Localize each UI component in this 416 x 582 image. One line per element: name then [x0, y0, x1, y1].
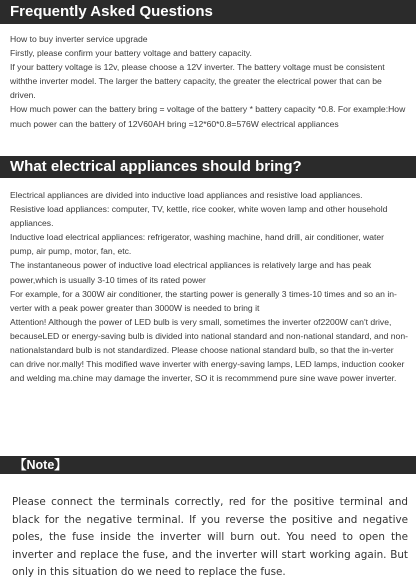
electrical-paragraph: Inductive load electrical appliances: refrigerator, washing machine, hand drill, air conditioner, water pump, air pump, motor, fan, etc.: [10, 232, 385, 257]
electrical-paragraph: Electrical appliances are divided into inductive load appliances and resistive load appliances.: [10, 190, 363, 200]
electrical-title: What electrical appliances should bring?: [10, 158, 302, 175]
faq-body: [10, 32, 408, 131]
electrical-paragraph: Resistive load appliances: computer, TV, kettle, rice cooker, white woven lamp and other household appliances.: [10, 204, 388, 229]
faq-paragraph: How to buy inverter service upgrade: [10, 34, 148, 44]
note-title: 【Note】: [14, 458, 67, 472]
electrical-paragraph: Attention! Although the power of LED bulb is very small, sometimes the inverter of2200W can't drive, becauseLED or energy-saving bulb is divided into national standard and non-national standard, and non-nationalstandard bulb is not standardized. Please choose national standard bulb, so that the in-verter can drive nor.mally! This modified wave inverter with energy-saving lamps, LED lamps, induction cooker and welding ma.chine may damage the inverter, SO it is recommmend pure sine wave power inverter.: [10, 316, 408, 384]
faq-title: Frequently Asked Questions: [10, 3, 213, 20]
faq-paragraph: How much power can the battery bring = voltage of the battery * battery capacity *0.8. For example:How much power can the battery of 12V60AH bring =12*60*0.8=576W electrical appliances: [10, 104, 406, 129]
faq-paragraph: Firstly, please confirm your battery voltage and battery capacity.: [10, 48, 252, 59]
electrical-header: [0, 156, 416, 178]
faq-paragraph: If your battery voltage is 12v, please choose a 12V inverter. The battery voltage must be consistent withthe inverter model. The larger the battery capacity, the greater the electrical power that can be driven.: [10, 62, 385, 101]
note-paragraph: Please connect the terminals correctly, red for the positive terminal and black for the negative terminal. If you reverse the positive and negative poles, the fuse inside the inverter will burn out. You need to open the inverter and replace the fuse, and the inverter will start working again. But only in this situation do we need to replace the fuse.: [12, 496, 408, 579]
note-header: [0, 456, 416, 474]
electrical-paragraph: The instantaneous power of inductive load electrical appliances is relatively large and has peak power,which is usually 3-10 times of its rated power: [10, 260, 372, 285]
note-body: [12, 494, 408, 582]
faq-header: [0, 0, 416, 24]
electrical-paragraph: For example, for a 300W air conditioner, the starting power is generally 3 times-10 times and so an in-verter with a peak power greater than 3000W is needed to bring it: [10, 288, 397, 313]
electrical-body: [10, 188, 408, 385]
